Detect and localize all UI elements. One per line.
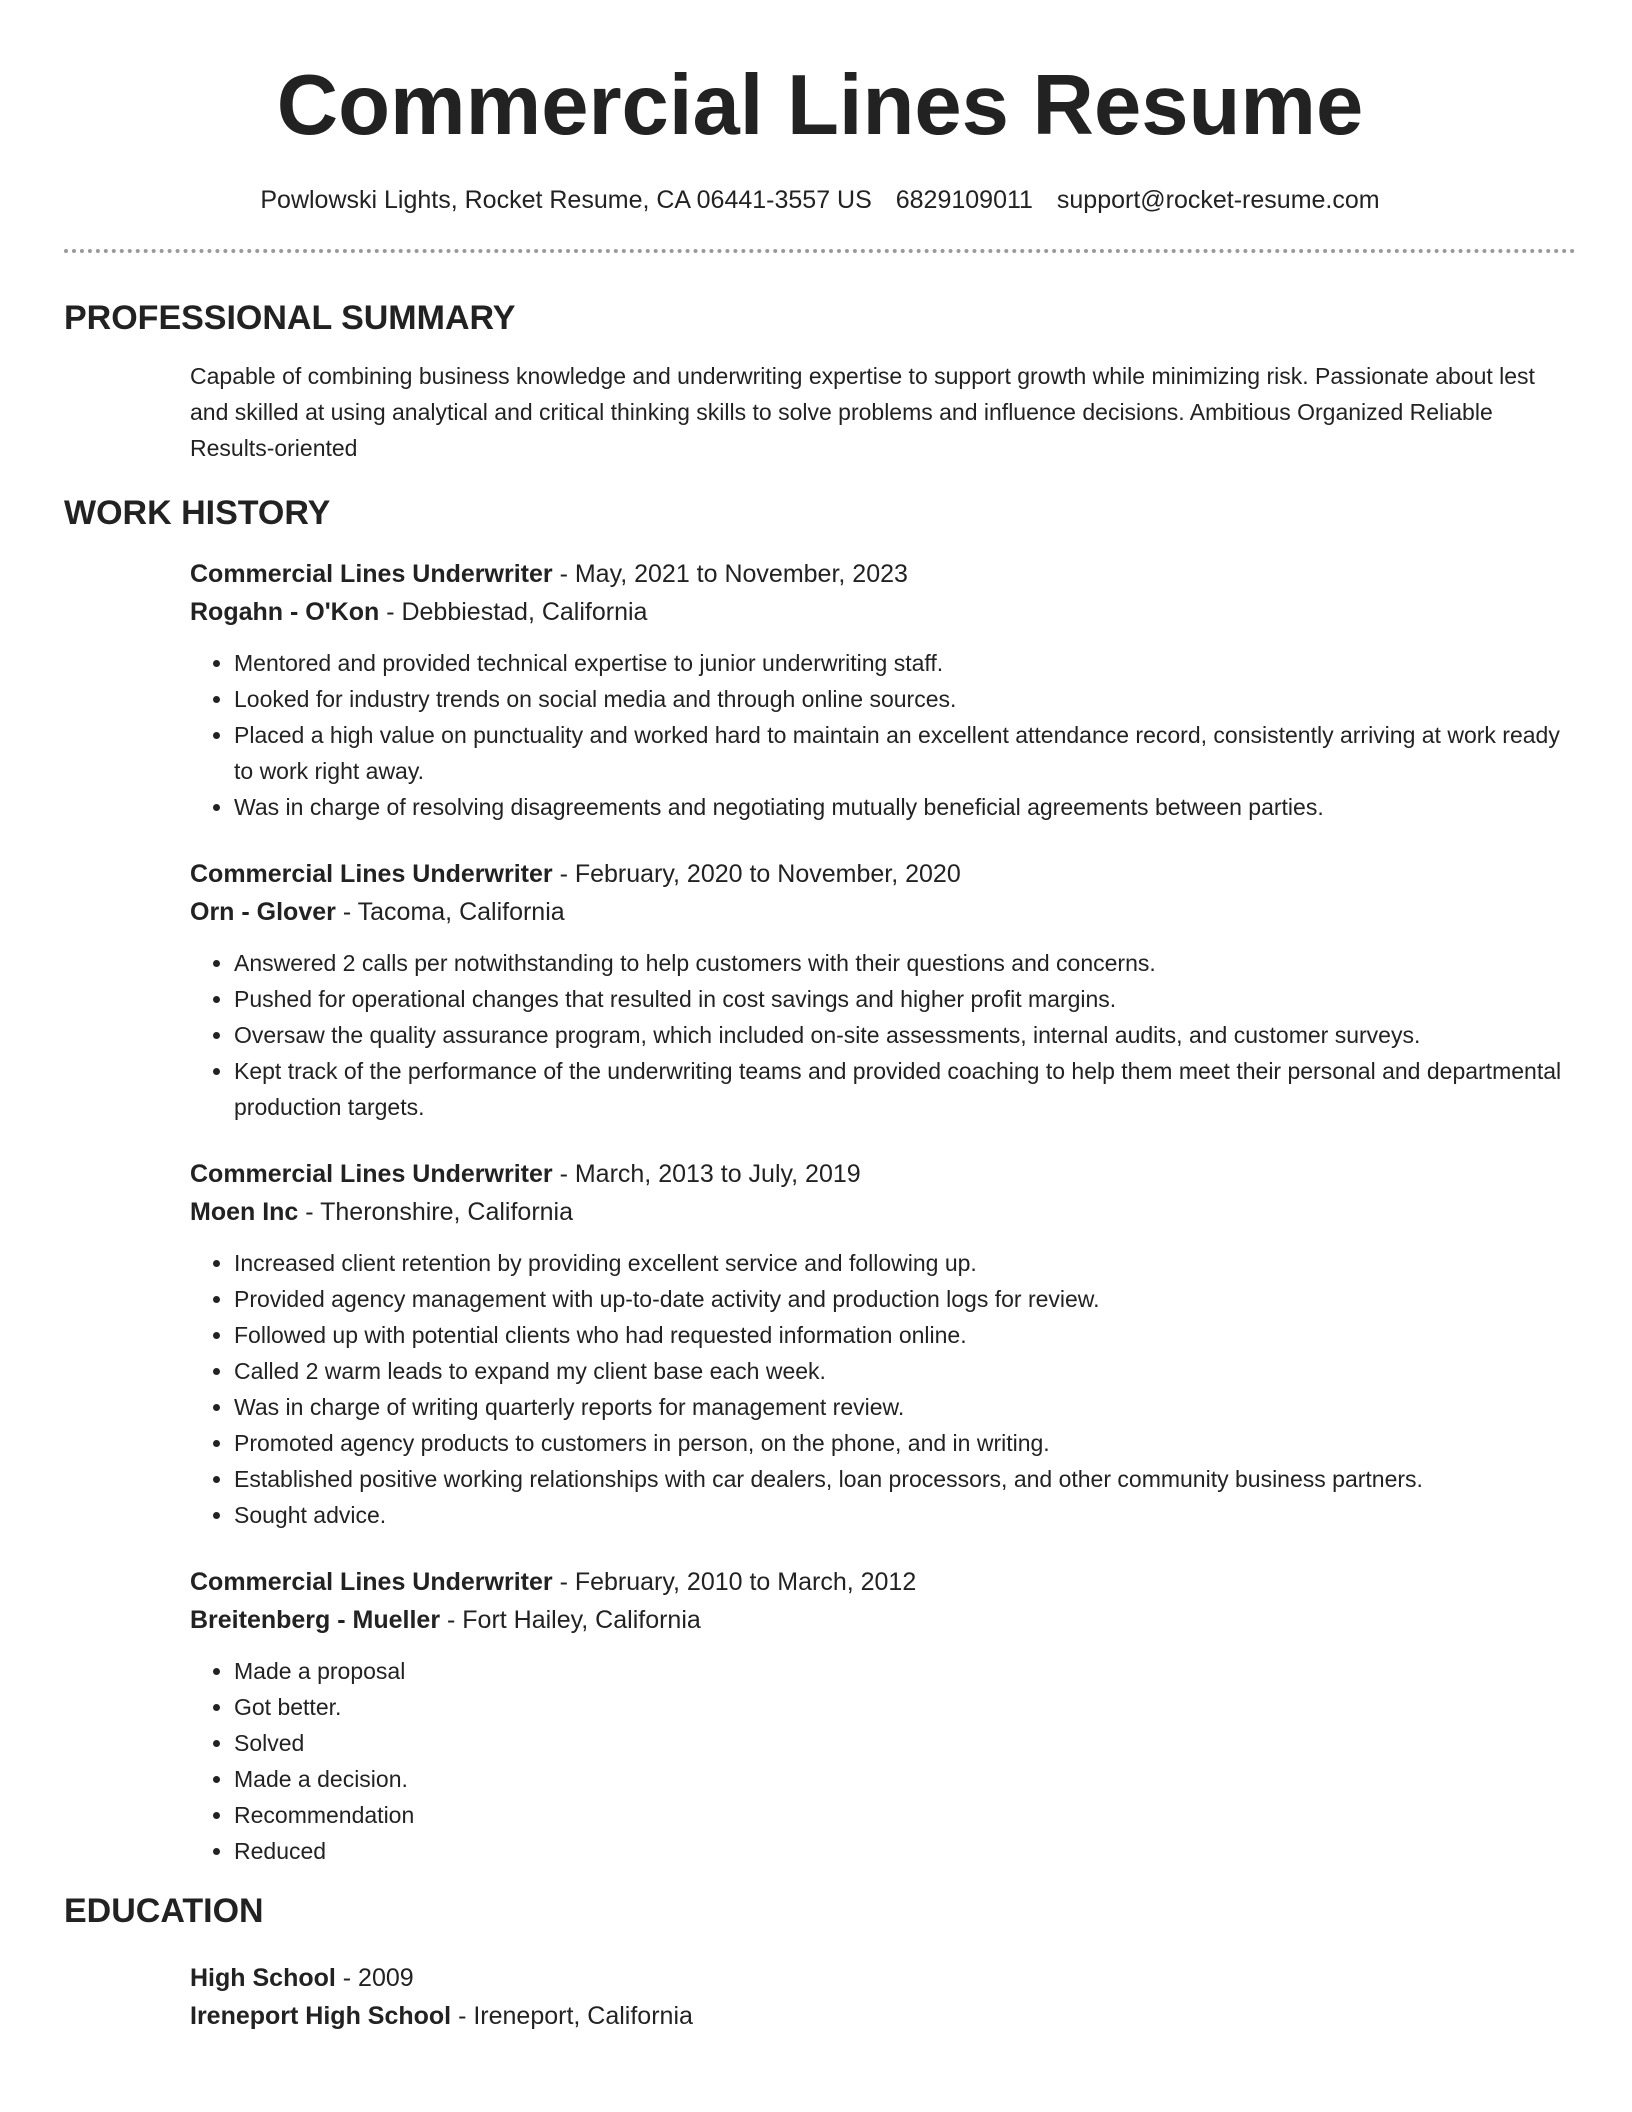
job-dates: - March, 2013 to July, 2019 — [552, 1160, 861, 1188]
job-company-line — [190, 1193, 1576, 1231]
job-location: - Fort Hailey, California — [440, 1606, 701, 1634]
education-location: - Ireneport, California — [451, 2002, 693, 2030]
job-entry — [190, 1155, 1576, 1533]
job-location: - Tacoma, California — [335, 898, 565, 926]
job-bullet: • Mentored and provided technical expertise to junior underwriting staff. — [234, 645, 1576, 681]
education-year: - 2009 — [335, 1964, 414, 1992]
job-bullet: • Provided agency management with up-to-date activity and production logs for review. — [234, 1281, 1576, 1317]
job-location: - Theronshire, California — [298, 1198, 574, 1226]
job-company-line — [190, 1601, 1576, 1639]
job-bullet: • Answered 2 calls per notwithstanding to help customers with their questions and concerns. — [234, 945, 1576, 981]
education-degree-line — [190, 1959, 1576, 1997]
job-bullet: • Established positive working relationships with car dealers, loan processors, and other community business partners. — [234, 1461, 1576, 1497]
job-bullet: • Kept track of the performance of the underwriting teams and provided coaching to help them meet their personal and departmental production targets. — [234, 1053, 1576, 1125]
job-entry — [190, 855, 1576, 1125]
job-title: Commercial Lines Underwriter — [190, 1568, 553, 1596]
contact-line — [64, 184, 1576, 216]
job-bullet: • Got better. — [234, 1689, 1576, 1725]
summary-heading: PROFESSIONAL SUMMARY — [64, 299, 516, 337]
job-title: Commercial Lines Underwriter — [190, 1160, 553, 1188]
job-title-line — [190, 1563, 1576, 1601]
job-bullet: • Sought advice. — [234, 1497, 1576, 1533]
education-degree: High School — [190, 1964, 336, 1992]
job-company: Breitenberg - Mueller — [190, 1606, 441, 1634]
summary-section — [190, 358, 1576, 466]
job-bullet: • Called 2 warm leads to expand my client base each week. — [234, 1353, 1576, 1389]
education-entry — [190, 1959, 1576, 2035]
job-bullet: • Recommendation — [234, 1797, 1576, 1833]
education-heading: EDUCATION — [64, 1892, 264, 1930]
contact-address: Powlowski Lights, Rocket Resume, CA 06441-3557 US — [260, 186, 872, 214]
job-location: - Debbiestad, California — [379, 598, 648, 626]
job-company: Rogahn - O'Kon — [190, 598, 380, 626]
job-company: Orn - Glover — [190, 898, 336, 926]
job-entry — [190, 555, 1576, 825]
job-bullets — [190, 1653, 1576, 1869]
job-bullet: • Was in charge of writing quarterly reports for management review. — [234, 1389, 1576, 1425]
job-dates: - February, 2010 to March, 2012 — [552, 1568, 917, 1596]
education-section — [190, 1959, 1576, 2035]
education-school-line — [190, 1997, 1576, 2035]
resume-title: Commercial Lines Resume — [276, 58, 1364, 153]
job-bullet: • Followed up with potential clients who had requested information online. — [234, 1317, 1576, 1353]
job-company: Moen Inc — [190, 1198, 299, 1226]
job-bullets — [190, 1245, 1576, 1533]
job-title: Commercial Lines Underwriter — [190, 860, 553, 888]
job-company-line — [190, 593, 1576, 631]
job-bullets — [190, 945, 1576, 1125]
contact-phone[interactable]: 6829109011 — [895, 186, 1033, 214]
job-bullets — [190, 645, 1576, 825]
contact-email[interactable]: support@rocket-resume.com — [1056, 186, 1380, 214]
summary-text: Capable of combining business knowledge and underwriting expertise to support growth while minimizing risk. Passionate about lest and skilled at using analytical and critical thinking skills to solve problems and influence decisions. Ambitious Organized Reliable Results-oriented — [190, 363, 1535, 461]
education-school: Ireneport High School — [190, 2002, 452, 2030]
work-history-heading: WORK HISTORY — [64, 494, 331, 532]
job-title-line — [190, 555, 1576, 593]
job-bullet: • Looked for industry trends on social media and through online sources. — [234, 681, 1576, 717]
job-title-line — [190, 1155, 1576, 1193]
resume-page — [64, 0, 1576, 2035]
job-title-line — [190, 855, 1576, 893]
job-dates: - May, 2021 to November, 2023 — [552, 560, 908, 588]
job-bullet: • Pushed for operational changes that resulted in cost savings and higher profit margins. — [234, 981, 1576, 1017]
job-dates: - February, 2020 to November, 2020 — [552, 860, 961, 888]
job-bullet: • Placed a high value on punctuality and worked hard to maintain an excellent attendance record, consistently arriving at work ready to work right away. — [234, 717, 1576, 789]
header-divider — [64, 249, 1576, 253]
work-history-section — [190, 555, 1576, 1869]
job-bullet: • Increased client retention by providing excellent service and following up. — [234, 1245, 1576, 1281]
job-company-line — [190, 893, 1576, 931]
job-bullet: • Solved — [234, 1725, 1576, 1761]
job-entry — [190, 1563, 1576, 1869]
job-bullet: • Reduced — [234, 1833, 1576, 1869]
job-bullet: • Promoted agency products to customers in person, on the phone, and in writing. — [234, 1425, 1576, 1461]
job-bullet: • Was in charge of resolving disagreements and negotiating mutually beneficial agreements between parties. — [234, 789, 1576, 825]
job-bullet: • Made a decision. — [234, 1761, 1576, 1797]
job-title: Commercial Lines Underwriter — [190, 560, 553, 588]
job-bullet: • Oversaw the quality assurance program, which included on-site assessments, internal audits, and customer surveys. — [234, 1017, 1576, 1053]
job-bullet: • Made a proposal — [234, 1653, 1576, 1689]
